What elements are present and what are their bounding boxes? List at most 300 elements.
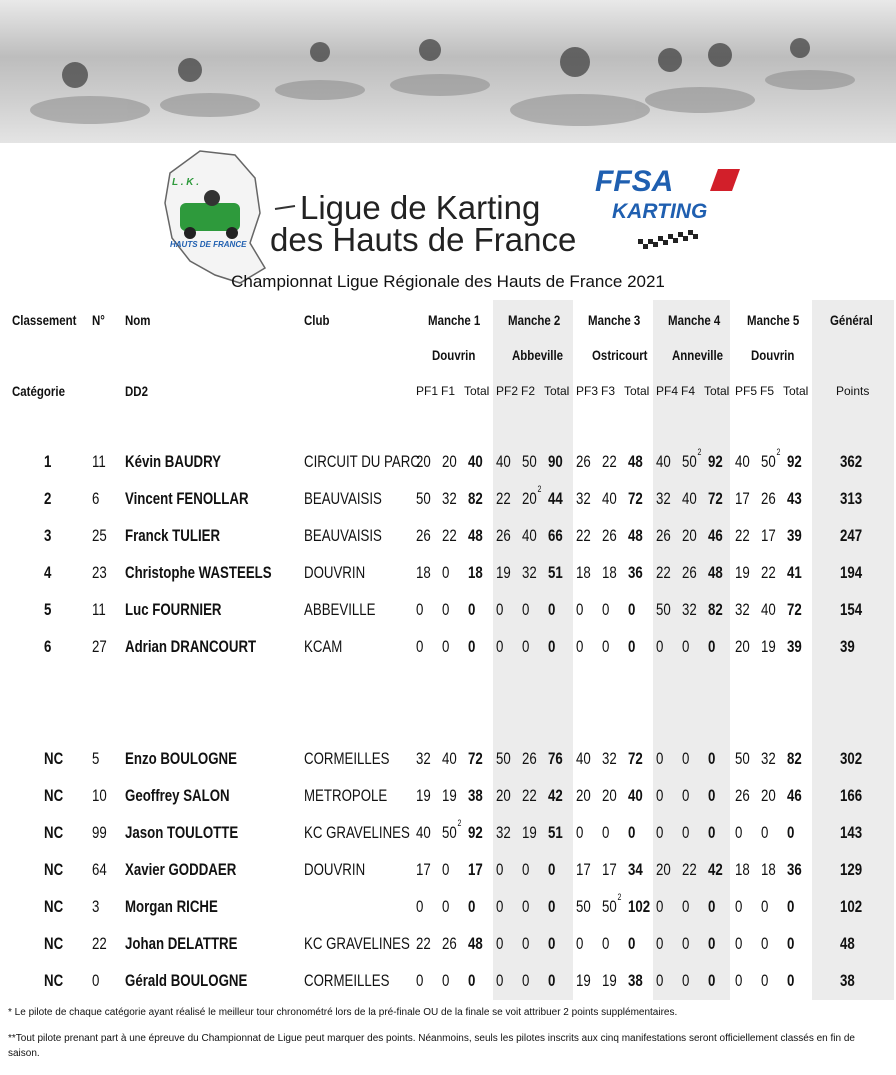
col-categorie: Catégorie <box>12 383 65 399</box>
manche-5-col-total: Total <box>783 384 809 398</box>
number-cell: 64 <box>92 860 107 879</box>
final-score-value: 50 <box>761 452 776 471</box>
manche-1-col-f1: F1 <box>441 384 456 398</box>
final-score: 32 <box>522 563 537 582</box>
manche-total: 0 <box>468 897 476 916</box>
final-score: 0 <box>442 897 450 916</box>
manche-4-col-total: Total <box>704 384 730 398</box>
svg-text:KARTING: KARTING <box>612 200 708 223</box>
final-score: 0 <box>522 934 530 953</box>
final-score: 32 <box>682 600 697 619</box>
manche-total: 0 <box>548 860 556 879</box>
final-score: 0 <box>522 971 530 990</box>
manche-total: 0 <box>708 637 716 656</box>
manche-total: 39 <box>787 637 802 656</box>
number-cell: 27 <box>92 637 107 656</box>
pf-score: 0 <box>416 897 424 916</box>
manche-total: 0 <box>787 934 795 953</box>
general-points: 129 <box>840 860 863 879</box>
final-score: 0 <box>682 934 690 953</box>
championship-subtitle: Championnat Ligue Régionale des Hauts de France 2021 <box>231 272 665 291</box>
final-score: 19 <box>602 971 617 990</box>
manche-total: 0 <box>468 637 476 656</box>
bonus-marker: 2 <box>457 818 462 828</box>
pf-score: 0 <box>656 786 664 805</box>
pf-score: 0 <box>416 971 424 990</box>
footnote-2: **Tout pilote prenant part à une épreuve du Championnat de Ligue peut marquer des points. Néanmoins, seuls les pilotes inscrits aux cinq manifestations seront officiellement classés en fin de saison. <box>8 1033 855 1059</box>
final-score <box>522 484 542 509</box>
manche-total: 0 <box>708 823 716 842</box>
manche-3-location: Ostricourt <box>592 347 648 363</box>
final-score: 18 <box>602 563 617 582</box>
driver-name: Franck TULIER <box>125 526 221 545</box>
manche-total: 0 <box>548 934 556 953</box>
col-classement: Classement <box>12 312 77 328</box>
categorie-value: DD2 <box>125 383 148 399</box>
final-score: 40 <box>522 526 537 545</box>
driver-name: Xavier GODDAER <box>125 860 237 879</box>
rank-cell: NC <box>44 934 64 953</box>
final-score: 0 <box>522 637 530 656</box>
pf-score: 17 <box>416 860 431 879</box>
pf-score: 26 <box>496 526 511 545</box>
general-points: 39 <box>840 637 855 656</box>
rank-cell: 2 <box>44 489 52 508</box>
col-general: Général <box>830 312 873 328</box>
pf-score: 40 <box>735 452 750 471</box>
club-cell: CORMEILLES <box>304 749 390 768</box>
final-score: 26 <box>682 563 697 582</box>
svg-text:Ligue de Karting: Ligue de Karting <box>300 189 541 226</box>
manche-total: 0 <box>548 600 556 619</box>
pf-score: 26 <box>735 786 750 805</box>
pf-score: 40 <box>496 452 511 471</box>
manche-total: 41 <box>787 563 802 582</box>
pf-score: 50 <box>496 749 511 768</box>
bonus-marker: 2 <box>537 484 542 494</box>
final-score: 40 <box>442 749 457 768</box>
manche-total: 66 <box>548 526 563 545</box>
final-score: 17 <box>602 860 617 879</box>
final-score <box>602 892 622 917</box>
pf-score: 22 <box>496 489 511 508</box>
manche-total: 36 <box>787 860 802 879</box>
pf-score: 0 <box>576 600 584 619</box>
manche-4-location: Anneville <box>672 347 724 363</box>
manche-2-title: Manche 2 <box>508 312 561 328</box>
rank-cell: NC <box>44 860 64 879</box>
final-score: 26 <box>522 749 537 768</box>
driver-name: Adrian DRANCOURT <box>125 637 257 656</box>
final-score: 0 <box>602 600 610 619</box>
final-score: 32 <box>442 489 457 508</box>
driver-name: Johan DELATTRE <box>125 934 238 953</box>
driver-name: Morgan RICHE <box>125 897 218 916</box>
pf-score: 32 <box>416 749 431 768</box>
club-cell: BEAUVAISIS <box>304 489 382 508</box>
driver-name: Jason TOULOTTE <box>125 823 239 842</box>
rank-cell: 1 <box>44 452 52 471</box>
manche-2-location: Abbeville <box>512 347 564 363</box>
number-cell: 99 <box>92 823 107 842</box>
number-cell: 22 <box>92 934 107 953</box>
number-cell: 11 <box>92 600 106 619</box>
manche-total: 0 <box>628 637 636 656</box>
manche-total: 51 <box>548 823 563 842</box>
pf-score: 0 <box>735 823 743 842</box>
manche-1-location: Douvrin <box>432 347 476 363</box>
manche-total: 51 <box>548 563 563 582</box>
manche-total: 48 <box>708 563 723 582</box>
manche-total: 43 <box>787 489 802 508</box>
manche-total: 92 <box>708 452 723 471</box>
driver-name: Geoffrey SALON <box>125 786 230 805</box>
manche-2-col-total: Total <box>544 384 570 398</box>
manche-total: 0 <box>468 971 476 990</box>
rank-cell: 6 <box>44 637 52 656</box>
pf-score: 20 <box>496 786 511 805</box>
general-points: 102 <box>840 897 863 916</box>
pf-score: 0 <box>735 934 743 953</box>
final-score: 0 <box>522 897 530 916</box>
final-score: 40 <box>682 489 697 508</box>
manche-total: 39 <box>787 526 802 545</box>
manche-5-col-pf5: PF5 <box>735 384 758 398</box>
pf-score: 0 <box>576 637 584 656</box>
final-score: 0 <box>442 563 450 582</box>
rank-cell: NC <box>44 971 64 990</box>
pf-score: 40 <box>576 749 591 768</box>
pf-score: 0 <box>496 860 504 879</box>
final-score: 19 <box>761 637 776 656</box>
manche-total: 0 <box>628 600 636 619</box>
pf-score: 22 <box>576 526 591 545</box>
final-score: 18 <box>761 860 776 879</box>
manche-total: 42 <box>548 786 563 805</box>
final-score: 20 <box>602 786 617 805</box>
pf-score: 0 <box>656 637 664 656</box>
manche-total: 72 <box>628 489 643 508</box>
svg-text:FFSA: FFSA <box>595 165 674 198</box>
pf-score: 32 <box>496 823 511 842</box>
pf-score: 50 <box>735 749 750 768</box>
pf-score: 22 <box>416 934 431 953</box>
manche-total: 48 <box>468 934 483 953</box>
number-cell: 23 <box>92 563 107 582</box>
manche-total: 17 <box>468 860 483 879</box>
pf-score: 20 <box>735 637 750 656</box>
general-points: 154 <box>840 600 863 619</box>
final-score: 0 <box>761 897 769 916</box>
pf-score: 40 <box>416 823 431 842</box>
manche-total: 0 <box>708 934 716 953</box>
col-numero: N° <box>92 312 105 328</box>
general-points: 38 <box>840 971 855 990</box>
club-cell: DOUVRIN <box>304 860 366 879</box>
final-score: 20 <box>761 786 776 805</box>
pf-score: 20 <box>656 860 671 879</box>
number-cell: 6 <box>92 489 100 508</box>
manche-total: 0 <box>708 897 716 916</box>
pf-score: 50 <box>656 600 671 619</box>
club-cell: BEAUVAISIS <box>304 526 382 545</box>
general-points: 48 <box>840 934 855 953</box>
final-score: 0 <box>602 823 610 842</box>
final-score-value: 50 <box>602 897 617 916</box>
final-score: 0 <box>442 600 450 619</box>
manche-total: 0 <box>548 897 556 916</box>
final-score: 22 <box>522 786 537 805</box>
general-points: 143 <box>840 823 863 842</box>
manche-total: 42 <box>708 860 723 879</box>
manche-total: 82 <box>468 489 483 508</box>
manche-total: 48 <box>468 526 483 545</box>
manche-total: 40 <box>468 452 483 471</box>
manche-total: 0 <box>708 971 716 990</box>
manche-total: 48 <box>628 526 643 545</box>
manche-total: 72 <box>628 749 643 768</box>
final-score: 0 <box>522 860 530 879</box>
karting-photo <box>0 0 896 143</box>
club-cell: KCAM <box>304 637 343 656</box>
manche2-shade <box>493 300 573 1000</box>
manche-1-col-pf1: PF1 <box>416 384 439 398</box>
general-points: 247 <box>840 526 863 545</box>
manche-total: 82 <box>708 600 723 619</box>
final-score: 26 <box>602 526 617 545</box>
general-points: 194 <box>840 563 863 582</box>
club-cell: ABBEVILLE <box>304 600 376 619</box>
club-cell: CORMEILLES <box>304 971 390 990</box>
col-club: Club <box>304 312 330 328</box>
club-cell: KC GRAVELINES <box>304 823 410 842</box>
final-score: 40 <box>761 600 776 619</box>
number-cell: 11 <box>92 452 106 471</box>
pf-score: 0 <box>496 971 504 990</box>
manche-total: 0 <box>468 600 476 619</box>
pf-score: 18 <box>416 563 431 582</box>
final-score: 19 <box>442 786 457 805</box>
manche-total: 76 <box>548 749 563 768</box>
pf-score: 0 <box>496 934 504 953</box>
driver-name: Kévin BAUDRY <box>125 452 222 471</box>
general-points: 302 <box>840 749 863 768</box>
manche-3-col-total: Total <box>624 384 650 398</box>
final-score: 0 <box>761 823 769 842</box>
pf-score: 32 <box>656 489 671 508</box>
final-score: 0 <box>602 637 610 656</box>
number-cell: 3 <box>92 897 100 916</box>
manche-total: 46 <box>787 786 802 805</box>
final-score <box>761 447 781 472</box>
rank-cell: NC <box>44 749 64 768</box>
pf-score: 19 <box>496 563 511 582</box>
pf-score: 0 <box>735 897 743 916</box>
club-cell: METROPOLE <box>304 786 388 805</box>
manche-total: 0 <box>548 971 556 990</box>
pf-score: 26 <box>416 526 431 545</box>
club-cell: KC GRAVELINES <box>304 934 410 953</box>
pf-score: 0 <box>656 897 664 916</box>
final-score: 0 <box>522 600 530 619</box>
final-score <box>682 447 702 472</box>
final-score: 32 <box>761 749 776 768</box>
pf-score: 32 <box>576 489 591 508</box>
manche-3-col-pf3: PF3 <box>576 384 599 398</box>
general-points: 166 <box>840 786 863 805</box>
manche-total: 72 <box>468 749 483 768</box>
manche-total: 0 <box>708 786 716 805</box>
manche-total: 46 <box>708 526 723 545</box>
number-cell: 10 <box>92 786 107 805</box>
manche-total: 0 <box>548 637 556 656</box>
rank-cell: NC <box>44 786 64 805</box>
pf-score: 50 <box>576 897 591 916</box>
manche-5-location: Douvrin <box>751 347 795 363</box>
manche-1-title: Manche 1 <box>428 312 481 328</box>
number-cell: 25 <box>92 526 107 545</box>
manche-total: 0 <box>708 749 716 768</box>
col-nom: Nom <box>125 312 151 328</box>
pf-score: 19 <box>735 563 750 582</box>
final-score: 22 <box>682 860 697 879</box>
pf-score: 0 <box>656 749 664 768</box>
pf-score: 18 <box>735 860 750 879</box>
manche-total: 102 <box>628 897 651 916</box>
rank-cell: NC <box>44 897 64 916</box>
manche-total: 0 <box>628 823 636 842</box>
manche-3-title: Manche 3 <box>588 312 641 328</box>
final-score: 0 <box>442 637 450 656</box>
final-score-value: 50 <box>442 823 457 842</box>
final-score <box>442 818 462 843</box>
final-score: 0 <box>682 786 690 805</box>
footnote-1: * Le pilote de chaque catégorie ayant réalisé le meilleur tour chronométré lors de la pré-finale OU de la finale se voit attribuer 2 points supplémentaires. <box>8 1007 678 1018</box>
manche-total: 0 <box>628 934 636 953</box>
pf-score: 0 <box>656 971 664 990</box>
pf-score: 18 <box>576 563 591 582</box>
pf-score: 0 <box>416 600 424 619</box>
manche-4-col-f4: F4 <box>681 384 696 398</box>
final-score: 17 <box>761 526 776 545</box>
pf-score: 50 <box>416 489 431 508</box>
final-score: 32 <box>602 749 617 768</box>
svg-text:des Hauts de France: des Hauts de France <box>270 221 577 258</box>
final-score: 50 <box>522 452 537 471</box>
manche-5-title: Manche 5 <box>747 312 800 328</box>
manche-total: 40 <box>628 786 643 805</box>
final-score: 0 <box>442 860 450 879</box>
manche-total: 72 <box>787 600 802 619</box>
manche-total: 44 <box>548 489 563 508</box>
manche-total: 0 <box>787 823 795 842</box>
pf-score: 0 <box>656 934 664 953</box>
manche-total: 92 <box>468 823 483 842</box>
pf-score: 20 <box>416 452 431 471</box>
final-score: 0 <box>682 971 690 990</box>
logo-graphic <box>160 143 760 293</box>
manche-1-col-total: Total <box>464 384 490 398</box>
manche-total: 90 <box>548 452 563 471</box>
final-score: 0 <box>682 823 690 842</box>
final-score: 0 <box>602 934 610 953</box>
rank-cell: 5 <box>44 600 52 619</box>
pf-score: 0 <box>576 934 584 953</box>
final-score: 22 <box>761 563 776 582</box>
league-logo <box>160 143 760 293</box>
manche-total: 38 <box>468 786 483 805</box>
general-points: 362 <box>840 452 863 471</box>
manche-4-title: Manche 4 <box>668 312 721 328</box>
pf-score: 0 <box>416 637 424 656</box>
final-score: 26 <box>761 489 776 508</box>
club-cell: DOUVRIN <box>304 563 366 582</box>
final-score: 22 <box>602 452 617 471</box>
pf-score: 22 <box>735 526 750 545</box>
driver-name: Gérald BOULOGNE <box>125 971 248 990</box>
driver-name: Christophe WASTEELS <box>125 563 272 582</box>
svg-text:L . K .: L . K . <box>172 177 200 188</box>
pf-score: 19 <box>416 786 431 805</box>
bonus-marker: 2 <box>776 447 781 457</box>
pf-score: 0 <box>496 897 504 916</box>
pf-score: 26 <box>656 526 671 545</box>
club-cell: CIRCUIT DU PARC <box>304 452 420 471</box>
rank-cell: 3 <box>44 526 52 545</box>
final-score-value: 50 <box>682 452 697 471</box>
final-score: 0 <box>682 749 690 768</box>
manche-total: 0 <box>787 897 795 916</box>
manche-total: 82 <box>787 749 802 768</box>
manche-3-col-f3: F3 <box>601 384 616 398</box>
final-score: 26 <box>442 934 457 953</box>
pf-score: 0 <box>735 971 743 990</box>
number-cell: 5 <box>92 749 100 768</box>
pf-score: 17 <box>576 860 591 879</box>
manche-total: 18 <box>468 563 483 582</box>
pf-score: 32 <box>735 600 750 619</box>
manche-4-col-pf4: PF4 <box>656 384 679 398</box>
general-points: 313 <box>840 489 863 508</box>
driver-name: Enzo BOULOGNE <box>125 749 237 768</box>
final-score: 0 <box>761 971 769 990</box>
number-cell: 0 <box>92 971 100 990</box>
manche-2-col-pf2: PF2 <box>496 384 519 398</box>
pf-score: 20 <box>576 786 591 805</box>
manche-5-col-f5: F5 <box>760 384 775 398</box>
driver-name: Vincent FENOLLAR <box>125 489 249 508</box>
pf-score: 17 <box>735 489 750 508</box>
driver-name: Luc FOURNIER <box>125 600 222 619</box>
header-banner-photo <box>0 0 896 143</box>
bonus-marker: 2 <box>697 447 702 457</box>
final-score-value: 20 <box>522 489 537 508</box>
manche-total: 38 <box>628 971 643 990</box>
manche4-shade <box>653 300 730 1000</box>
manche-total: 0 <box>787 971 795 990</box>
svg-text:HAUTS DE FRANCE: HAUTS DE FRANCE <box>170 240 247 249</box>
pf-score: 0 <box>496 637 504 656</box>
bonus-marker: 2 <box>617 892 622 902</box>
manche-total: 92 <box>787 452 802 471</box>
pf-score: 0 <box>496 600 504 619</box>
final-score: 20 <box>442 452 457 471</box>
final-score: 0 <box>761 934 769 953</box>
pf-score: 40 <box>656 452 671 471</box>
final-score: 19 <box>522 823 537 842</box>
manche-total: 36 <box>628 563 643 582</box>
col-points: Points <box>836 384 870 398</box>
